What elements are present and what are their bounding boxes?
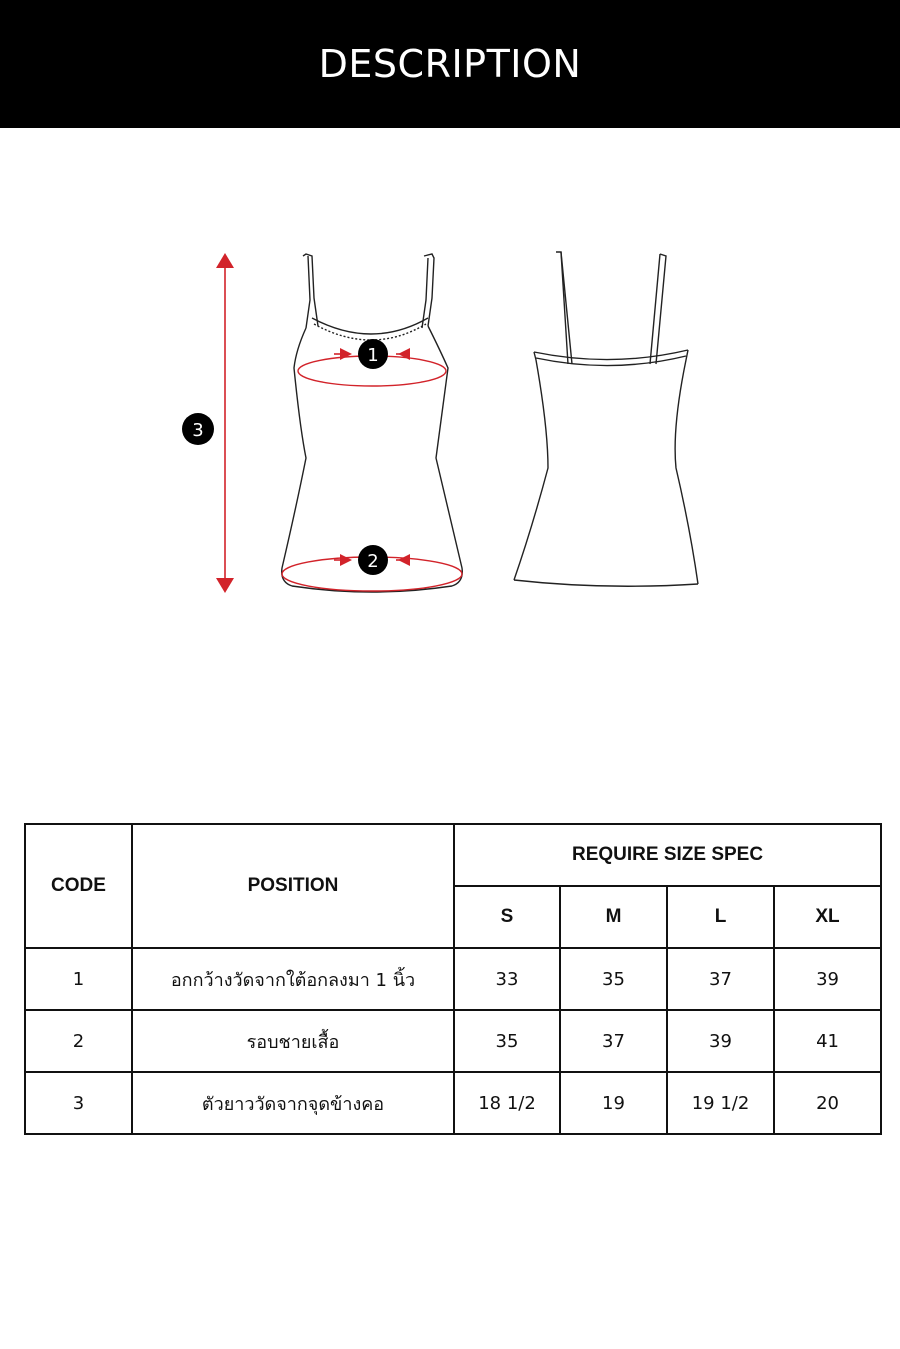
row-value-s: 35	[454, 1010, 560, 1072]
row-value-s: 33	[454, 948, 560, 1010]
row-value-xl: 41	[774, 1010, 881, 1072]
marker-2-badge	[358, 545, 388, 575]
row-position: อกกว้างวัดจากใต้อกลงมา 1 นิ้ว	[132, 948, 454, 1010]
row-code: 3	[25, 1072, 132, 1134]
header-code: CODE	[25, 824, 132, 948]
front-top-drawing	[282, 254, 463, 592]
row-value-m: 35	[560, 948, 667, 1010]
row-value-s: 18 1/2	[454, 1072, 560, 1134]
header-size-m: M	[560, 886, 667, 948]
header-size-l: L	[667, 886, 774, 948]
header-size-s: S	[454, 886, 560, 948]
size-spec-table	[24, 823, 882, 1135]
row-value-m: 19	[560, 1072, 667, 1134]
marker-2-label: 2	[367, 551, 379, 572]
row-value-l: 39	[667, 1010, 774, 1072]
table-row	[25, 948, 881, 1010]
table-row	[25, 1072, 881, 1134]
header-bar	[0, 0, 900, 128]
row-value-l: 19 1/2	[667, 1072, 774, 1134]
row-code: 2	[25, 1010, 132, 1072]
row-value-xl: 39	[774, 948, 881, 1010]
marker-1-badge	[358, 339, 388, 369]
header-require-size-spec: REQUIRE SIZE SPEC	[454, 824, 881, 886]
marker-3-label: 3	[192, 420, 204, 441]
row-position: รอบชายเสื้อ	[132, 1010, 454, 1072]
row-value-l: 37	[667, 948, 774, 1010]
header-position: POSITION	[132, 824, 454, 948]
marker-3-badge	[182, 413, 214, 445]
row-position: ตัวยาววัดจากจุดข้างคอ	[132, 1072, 454, 1134]
row-value-m: 37	[560, 1010, 667, 1072]
row-code: 1	[25, 948, 132, 1010]
page-title: DESCRIPTION	[318, 42, 582, 86]
row-value-xl: 20	[774, 1072, 881, 1134]
table-row	[25, 1010, 881, 1072]
garment-diagram	[0, 128, 900, 688]
header-size-xl: XL	[774, 886, 881, 948]
back-top-drawing	[514, 252, 698, 586]
marker-1-label: 1	[367, 345, 379, 366]
length-arrow	[216, 253, 234, 593]
